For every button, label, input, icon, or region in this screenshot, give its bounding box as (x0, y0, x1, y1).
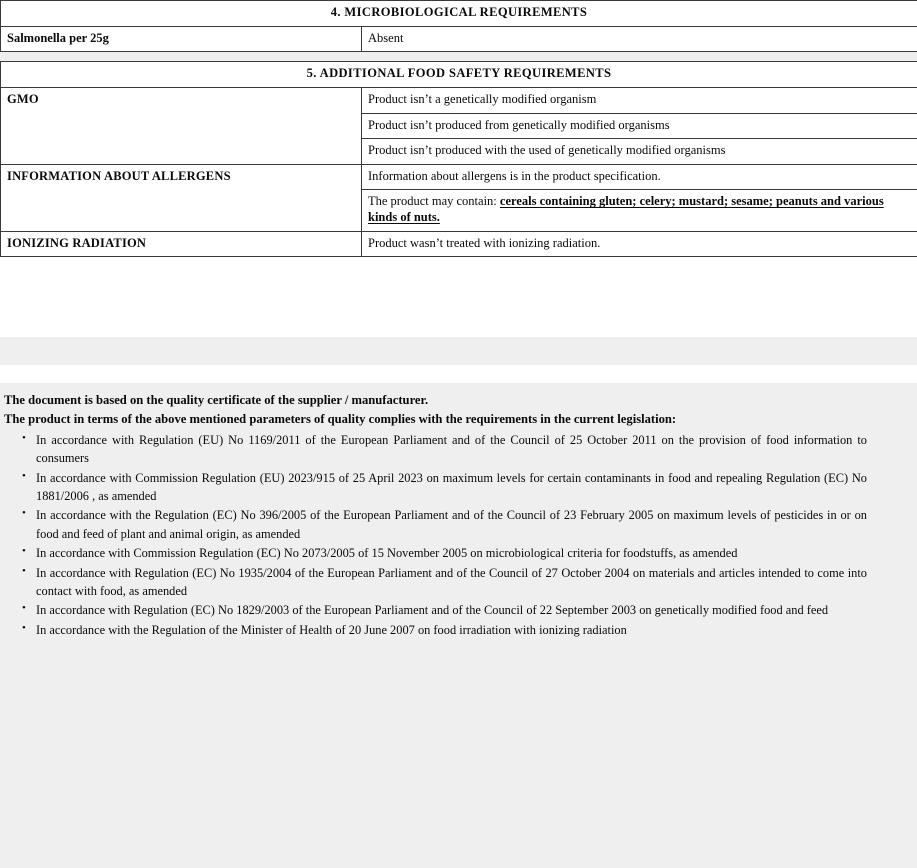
row-value-salmonella: Absent (362, 26, 917, 52)
page-whitespace-block (0, 257, 917, 337)
list-item: • In accordance with Regulation (EU) No 1169/2011 of the European Parliament and of the Council of 25 October 2011 on the provision of food information to consumers (22, 431, 907, 468)
row-value-allergens-2 (362, 190, 917, 231)
row-label-gmo: GMO (1, 87, 362, 164)
section-heading-microbiological: 4. MICROBIOLOGICAL REQUIREMENTS (1, 1, 917, 27)
notes-line-2: The product in terms of the above mentioned parameters of quality complies with the requirements in the current legislation: (4, 412, 677, 427)
additional-food-safety-table (0, 61, 917, 257)
table-row (1, 1, 917, 27)
list-item: • In accordance with Commission Regulation (EC) No 2073/2005 of 15 November 2005 on microbiological criteria for foodstuffs, as amended (22, 544, 907, 562)
list-item: • In accordance with the Regulation (EC) No 396/2005 of the European Parliament and of the Council of 23 February 2005 on maximum levels of pesticides in or on food and feed of plant and animal origin, as amended (22, 506, 907, 543)
row-value-ionizing-radiation: Product wasn’t treated with ionizing radiation. (362, 231, 917, 257)
notes-line-1: The document is based on the quality certificate of the supplier / manufacturer. (4, 393, 429, 408)
allergen-intro-text: The product may contain: (368, 194, 497, 209)
allergen-list-text: cereals containing gluten; celery; mustard; sesame; peanuts and various kinds of nuts. (368, 194, 884, 224)
list-item: • In accordance with Regulation (EC) No 1935/2004 of the European Parliament and of the Council of 27 October 2004 on materials and articles intended to come into contact with food, as amended (22, 564, 907, 601)
row-label-salmonella: Salmonella per 25g (1, 26, 362, 52)
table-row (1, 26, 917, 52)
table-row (1, 231, 917, 257)
row-value-gmo-2: Product isn’t produced from genetically modified organisms (362, 113, 917, 139)
row-value-gmo-3: Product isn’t produced with the used of genetically modified organisms (362, 139, 917, 165)
notes-spacer (4, 383, 907, 391)
row-label-allergens: INFORMATION ABOUT ALLERGENS (1, 164, 362, 231)
row-value-gmo-1: Product isn’t a genetically modified organism (362, 87, 917, 113)
row-label-ionizing-radiation: IONIZING RADIATION (1, 231, 362, 257)
regulation-list (4, 431, 907, 639)
row-value-allergens-1: Information about allergens is in the product specification. (362, 164, 917, 190)
table-row (1, 62, 917, 88)
list-item: • In accordance with the Regulation of the Minister of Health of 20 June 2007 on food irradiation with ionizing radiation (22, 621, 907, 639)
legal-notes-block (0, 383, 917, 639)
page-whitespace-block-2 (0, 365, 917, 383)
table-row (1, 164, 917, 190)
table-row (1, 87, 917, 113)
section-gap (0, 52, 917, 61)
section-heading-additional-food-safety: 5. ADDITIONAL FOOD SAFETY REQUIREMENTS (1, 62, 917, 88)
microbiological-requirements-table (0, 0, 917, 52)
list-item: • In accordance with Regulation (EC) No 1829/2003 of the European Parliament and of the Council of 22 September 2003 on genetically modified food and feed (22, 601, 907, 619)
list-item: • In accordance with Commission Regulation (EU) 2023/915 of 25 April 2023 on maximum levels for certain contaminants in food and repealing Regulation (EC) No 1881/2006 , as amended (22, 469, 907, 506)
page-break-gap (0, 337, 917, 365)
